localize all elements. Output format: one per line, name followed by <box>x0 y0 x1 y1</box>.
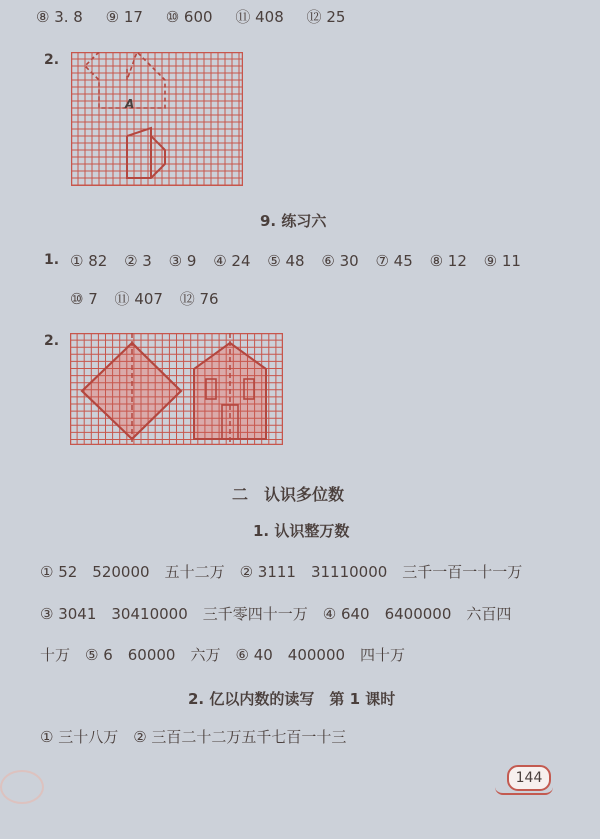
answer-item: ⑤ 48 <box>267 252 305 270</box>
answer-item: ① 82 <box>70 252 108 270</box>
question-number: 2. <box>44 52 60 68</box>
corner-decoration <box>0 770 44 804</box>
question-number: 2. <box>44 333 60 349</box>
section-title: 9. 练习六 <box>260 212 327 230</box>
answer-item: ② 3 <box>124 252 152 270</box>
grid-svg <box>70 333 283 445</box>
chapter-title: 二 认识多位数 <box>232 485 345 504</box>
answer-item: ⑫ 25 <box>306 8 346 26</box>
lesson-line: ① 52 520000 五十二万 ② 3111 31110000 三千一百一十一万 <box>40 563 523 581</box>
lesson-title: 2. 亿以内数的读写 第 1 课时 <box>188 690 396 708</box>
lesson-line: 十万 ⑤ 6 60000 六万 ⑥ 40 400000 四十万 <box>40 646 406 664</box>
answer-item: ⑥ 30 <box>321 252 359 270</box>
answer-item: ⑩ 600 <box>165 8 213 26</box>
answer-item: ⑦ 45 <box>375 252 413 270</box>
answer-item: ⑧ 3. 8 <box>36 8 83 26</box>
answer-item: ⑪ 408 <box>235 8 284 26</box>
answer-item: ⑨ 17 <box>105 8 143 26</box>
top-answer-row <box>36 8 357 26</box>
lesson-line: ① 三十八万 ② 三百二十二万五千七百一十三 <box>40 728 347 746</box>
grid-figure-translation <box>71 52 243 186</box>
question-number: 1. <box>44 252 60 268</box>
grid-figure-symmetry <box>70 333 283 445</box>
lesson-title: 1. 认识整万数 <box>253 522 350 540</box>
grid-svg <box>71 52 243 186</box>
answer-item: ③ 9 <box>168 252 197 270</box>
answer-item: ④ 24 <box>213 252 251 270</box>
point-a-label: A <box>125 97 135 111</box>
answer-row <box>70 252 533 270</box>
answer-item: ⑧ 12 <box>429 252 467 270</box>
answer-item: ⑫ 76 <box>179 290 219 308</box>
lesson-line: ③ 3041 30410000 三千零四十一万 ④ 640 6400000 六百四 <box>40 605 512 623</box>
answer-item: ⑪ 407 <box>114 290 163 308</box>
answer-item: ⑨ 11 <box>483 252 521 270</box>
answer-item: ⑩ 7 <box>70 290 98 308</box>
page-number-badge: 144 <box>507 765 551 791</box>
answer-row <box>70 290 231 308</box>
